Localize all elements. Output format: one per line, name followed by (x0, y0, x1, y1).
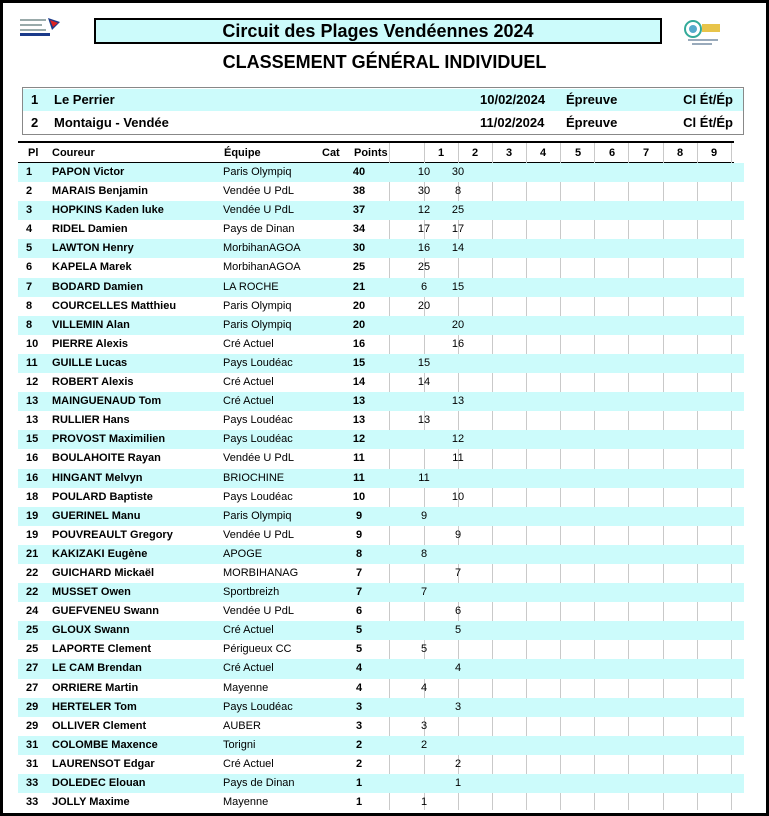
team-cell: Pays Loudéac (223, 490, 293, 503)
event-1-points-cell: 15 (417, 356, 431, 369)
rider-name-cell: PROVOST Maximilien (52, 433, 166, 446)
points-cell: 21 (352, 280, 366, 293)
table-row (18, 335, 744, 354)
rank-cell: 1 (26, 166, 33, 178)
rank-cell: 29 (26, 719, 39, 732)
team-cell: Vendée U PdL (223, 605, 294, 618)
team-cell: Vendée U PdL (223, 452, 294, 465)
rider-name-cell: GUEFVENEU Swann (52, 605, 159, 618)
points-cell: 20 (352, 299, 366, 312)
rider-name-cell: GUERINEL Manu (52, 509, 141, 522)
rider-name-cell: HINGANT Melvyn (52, 471, 143, 484)
rank-cell: 2 (26, 185, 33, 198)
table-row (18, 507, 744, 526)
header-event-4: 4 (540, 147, 547, 159)
table-row (18, 392, 744, 411)
rider-name-cell: PAPON Victor (52, 166, 125, 178)
table-row (18, 564, 744, 583)
rank-cell: 31 (26, 757, 39, 770)
table-row (18, 526, 744, 545)
points-cell: 5 (355, 643, 363, 656)
rank-cell: 33 (26, 777, 39, 789)
event-1-points-cell: 7 (420, 586, 428, 599)
event-1-points-cell: 11 (418, 471, 430, 484)
rider-name-cell: LE CAM Brendan (52, 662, 142, 675)
event-1-points-cell: 4 (420, 681, 428, 694)
team-cell: MorbihanAGOA (223, 261, 301, 274)
table-row (18, 640, 744, 659)
team-cell: LA ROCHE (223, 280, 279, 293)
circuit-logo (682, 18, 724, 46)
table-row (18, 621, 744, 640)
points-cell: 20 (352, 318, 366, 331)
table-row (18, 354, 744, 373)
event-2-points-cell: 17 (451, 223, 465, 236)
event-category: Cl Ét/Ép (683, 92, 733, 107)
rider-name-cell: GLOUX Swann (52, 624, 130, 637)
event-2-points-cell: 11 (452, 452, 464, 465)
page-title: Circuit des Plages Vendéennes 2024 (94, 18, 662, 44)
points-cell: 13 (352, 395, 366, 408)
header-event-7: 7 (643, 147, 650, 159)
rider-name-cell: GUILLE Lucas (52, 356, 128, 369)
rider-name-cell: KAKIZAKI Eugène (52, 547, 148, 560)
table-row (18, 469, 744, 488)
team-cell: Torigni (223, 738, 256, 751)
header-points: Points (354, 147, 388, 159)
points-cell: 30 (352, 242, 366, 255)
rank-cell: 10 (26, 337, 39, 350)
team-cell: APOGE (223, 547, 263, 560)
rider-name-cell: MUSSET Owen (52, 586, 131, 599)
table-row (18, 793, 744, 812)
event-1-points-cell: 16 (417, 242, 431, 255)
points-cell: 11 (353, 471, 365, 484)
event-1-points-cell: 12 (417, 204, 431, 217)
rank-cell: 31 (26, 738, 39, 751)
rider-name-cell: PIERRE Alexis (52, 337, 129, 350)
team-cell: Paris Olympiq (223, 299, 292, 312)
table-row (18, 411, 744, 430)
event-date: 11/02/2024 (480, 115, 545, 130)
team-cell: Pays Loudéac (223, 414, 293, 427)
event-type: Épreuve (566, 115, 618, 130)
event-2-points-cell: 4 (454, 662, 462, 675)
rank-cell: 12 (26, 376, 39, 389)
points-cell: 5 (355, 624, 363, 637)
event-2-points-cell: 1 (454, 777, 462, 789)
rider-name-cell: COURCELLES Matthieu (52, 299, 177, 312)
points-cell: 15 (352, 356, 366, 369)
table-row (18, 258, 744, 277)
event-number: 2 (31, 115, 39, 130)
page-subtitle: CLASSEMENT GÉNÉRAL INDIVIDUEL (222, 52, 547, 72)
event-1-points-cell: 25 (417, 261, 431, 274)
ranking-table-body (18, 163, 744, 812)
points-cell: 25 (352, 261, 366, 274)
header-event-6: 6 (609, 147, 616, 159)
rider-name-cell: MARAIS Benjamin (52, 185, 148, 198)
points-cell: 10 (352, 490, 366, 503)
points-cell: 7 (355, 566, 363, 579)
points-cell: 40 (352, 166, 366, 178)
team-cell: Cré Actuel (223, 395, 274, 408)
rank-cell: 21 (26, 547, 39, 560)
points-cell: 37 (352, 204, 366, 217)
team-cell: Cré Actuel (223, 376, 274, 389)
team-cell: Mayenne (223, 681, 269, 694)
event-1-points-cell: 17 (417, 223, 431, 236)
table-row (18, 278, 744, 297)
event-1-points-cell: 30 (417, 185, 431, 198)
rank-cell: 11 (26, 356, 38, 369)
rider-name-cell: LAURENSOT Edgar (52, 757, 155, 770)
table-row (18, 430, 744, 449)
team-cell: Cré Actuel (223, 757, 274, 770)
rank-cell: 16 (26, 452, 39, 465)
event-1-points-cell: 13 (417, 414, 431, 427)
event-2-points-cell: 5 (454, 624, 462, 637)
team-cell: Cré Actuel (223, 662, 274, 675)
event-1-points-cell: 9 (420, 509, 428, 522)
header-event-8: 8 (677, 147, 684, 159)
event-2-points-cell: 16 (451, 337, 465, 350)
team-cell: Pays de Dinan (223, 777, 295, 789)
table-row (18, 239, 744, 258)
rider-name-cell: OLLIVER Clement (52, 719, 147, 732)
rider-name-cell: VILLEMIN Alan (52, 318, 130, 331)
team-cell: Vendée U PdL (223, 185, 294, 198)
header-rider: Coureur (52, 147, 95, 159)
table-row (18, 736, 744, 755)
team-cell: Pays Loudéac (223, 433, 293, 446)
table-row (18, 717, 744, 736)
rider-name-cell: GUICHARD Mickaël (52, 566, 155, 579)
team-cell: BRIOCHINE (223, 471, 285, 484)
table-row (18, 659, 744, 678)
event-row (23, 112, 743, 134)
event-1-points-cell: 3 (420, 719, 428, 732)
event-1-points-cell: 8 (420, 547, 428, 560)
points-cell: 1 (355, 796, 363, 809)
points-cell: 12 (352, 433, 366, 446)
event-category: Cl Ét/Ép (683, 115, 733, 130)
rider-name-cell: COLOMBE Maxence (52, 738, 158, 751)
table-row (18, 316, 744, 335)
team-cell: MORBIHANAG (223, 566, 299, 579)
event-1-points-cell: 2 (420, 738, 428, 751)
rank-cell: 15 (26, 433, 39, 446)
rider-name-cell: ORRIERE Martin (52, 681, 139, 694)
points-cell: 13 (352, 414, 366, 427)
event-2-points-cell: 30 (451, 166, 465, 178)
rider-name-cell: BODARD Damien (52, 280, 144, 293)
team-cell: MorbihanAGOA (223, 242, 301, 255)
team-cell: AUBER (223, 719, 261, 732)
event-type: Épreuve (566, 92, 618, 107)
table-row (18, 182, 744, 201)
header-pl: Pl (28, 147, 39, 159)
table-row (18, 201, 744, 220)
event-row (23, 89, 743, 111)
table-row (18, 755, 744, 774)
table-row (18, 297, 744, 316)
rank-cell: 8 (26, 299, 33, 312)
rank-cell: 29 (26, 700, 39, 713)
points-cell: 8 (355, 547, 363, 560)
event-2-points-cell: 14 (451, 242, 465, 255)
table-row (18, 488, 744, 507)
team-cell: Cré Actuel (223, 337, 274, 350)
table-row (18, 449, 744, 468)
team-cell: Paris Olympiq (223, 509, 292, 522)
rank-cell: 33 (26, 796, 39, 809)
rider-name-cell: POULARD Baptiste (52, 490, 153, 503)
rank-cell: 5 (26, 242, 33, 255)
table-row (18, 602, 744, 621)
rider-name-cell: KAPELA Marek (52, 261, 132, 274)
table-row (18, 545, 744, 564)
event-1-points-cell: 5 (420, 643, 428, 656)
rider-name-cell: JOLLY Maxime (52, 796, 130, 809)
rank-cell: 19 (26, 528, 39, 541)
rank-cell: 13 (26, 395, 39, 408)
team-cell: Paris Olympiq (223, 166, 292, 178)
rider-name-cell: DOLEDEC Elouan (52, 777, 146, 789)
rider-name-cell: LAPORTE Clement (52, 643, 152, 656)
rider-name-cell: LAWTON Henry (52, 242, 134, 255)
rider-name-cell: RIDEL Damien (52, 223, 128, 236)
table-row (18, 163, 744, 182)
rank-cell: 8 (26, 318, 33, 331)
team-cell: Vendée U PdL (223, 528, 294, 541)
points-cell: 1 (355, 777, 363, 789)
event-2-points-cell: 10 (451, 490, 465, 503)
rank-cell: 16 (26, 471, 39, 484)
header-team: Équipe (224, 147, 261, 159)
table-row (18, 220, 744, 239)
points-cell: 38 (352, 185, 366, 198)
table-row (18, 583, 744, 602)
team-cell: Périgueux CC (223, 643, 292, 656)
points-cell: 6 (355, 605, 363, 618)
points-cell: 11 (353, 452, 365, 465)
rider-name-cell: BOULAHOITE Rayan (52, 452, 161, 465)
table-row (18, 698, 744, 717)
points-cell: 4 (355, 662, 363, 675)
rank-cell: 19 (26, 509, 39, 522)
rider-name-cell: MAINGUENAUD Tom (52, 395, 162, 408)
rank-cell: 18 (26, 490, 39, 503)
rider-name-cell: POUVREAULT Gregory (52, 528, 173, 541)
team-cell: Paris Olympiq (223, 318, 292, 331)
points-cell: 3 (355, 700, 363, 713)
team-cell: Pays Loudéac (223, 356, 293, 369)
event-2-points-cell: 20 (451, 318, 465, 331)
rank-cell: 13 (26, 414, 39, 427)
team-cell: Cré Actuel (223, 624, 274, 637)
rider-name-cell: HOPKINS Kaden luke (52, 204, 164, 217)
team-cell: Vendée U PdL (223, 204, 294, 217)
team-cell: Sportbreizh (223, 586, 280, 599)
event-2-points-cell: 25 (451, 204, 465, 217)
header-event-1: 1 (438, 147, 445, 159)
table-row (18, 774, 744, 793)
points-cell: 34 (352, 223, 366, 236)
event-1-points-cell: 6 (420, 280, 428, 293)
table-row (18, 373, 744, 392)
table-header (18, 143, 738, 163)
event-2-points-cell: 15 (451, 280, 465, 293)
event-date: 10/02/2024 (480, 92, 546, 107)
rank-cell: 4 (26, 223, 33, 236)
events-table (22, 87, 744, 135)
event-2-points-cell: 3 (454, 700, 462, 713)
event-2-points-cell: 12 (451, 433, 465, 446)
rank-cell: 3 (26, 204, 33, 217)
event-2-points-cell: 13 (451, 395, 465, 408)
event-1-points-cell: 10 (417, 166, 431, 178)
header-event-3: 3 (506, 147, 513, 159)
points-cell: 4 (355, 681, 363, 694)
event-2-points-cell: 6 (454, 605, 462, 618)
rider-name-cell: ROBERT Alexis (52, 376, 134, 389)
event-1-points-cell: 1 (420, 796, 428, 809)
team-cell: Pays de Dinan (223, 223, 295, 236)
federation-logo (18, 16, 64, 38)
event-2-points-cell: 9 (454, 528, 462, 541)
rank-cell: 6 (26, 261, 33, 274)
points-cell: 9 (355, 509, 363, 522)
event-2-points-cell: 2 (454, 757, 462, 770)
rank-cell: 24 (26, 605, 39, 618)
rank-cell: 27 (26, 681, 39, 694)
points-cell: 2 (355, 757, 363, 770)
event-place: Montaigu - Vendée (54, 115, 169, 130)
points-cell: 7 (355, 586, 363, 599)
event-number: 1 (31, 92, 39, 107)
team-cell: Mayenne (223, 796, 269, 809)
rider-name-cell: HERTELER Tom (52, 700, 137, 713)
points-cell: 9 (355, 528, 363, 541)
event-1-points-cell: 14 (417, 376, 431, 389)
rank-cell: 25 (26, 643, 39, 656)
rank-cell: 27 (26, 662, 39, 675)
header-event-5: 5 (575, 147, 582, 159)
points-cell: 3 (355, 719, 363, 732)
table-row (18, 679, 744, 698)
event-place: Le Perrier (54, 92, 115, 107)
rider-name-cell: RULLIER Hans (52, 414, 130, 427)
rank-cell: 7 (26, 280, 33, 293)
event-2-points-cell: 7 (454, 566, 462, 579)
points-cell: 2 (355, 738, 363, 751)
header-cat: Cat (322, 147, 340, 159)
points-cell: 16 (352, 337, 366, 350)
event-1-points-cell: 20 (417, 299, 431, 312)
points-cell: 14 (352, 376, 366, 389)
event-2-points-cell: 8 (454, 185, 462, 198)
rank-cell: 25 (26, 624, 39, 637)
header-event-9: 9 (711, 147, 718, 159)
team-cell: Pays Loudéac (223, 700, 293, 713)
rank-cell: 22 (26, 566, 39, 579)
header-event-2: 2 (472, 147, 479, 159)
rank-cell: 22 (26, 586, 39, 599)
